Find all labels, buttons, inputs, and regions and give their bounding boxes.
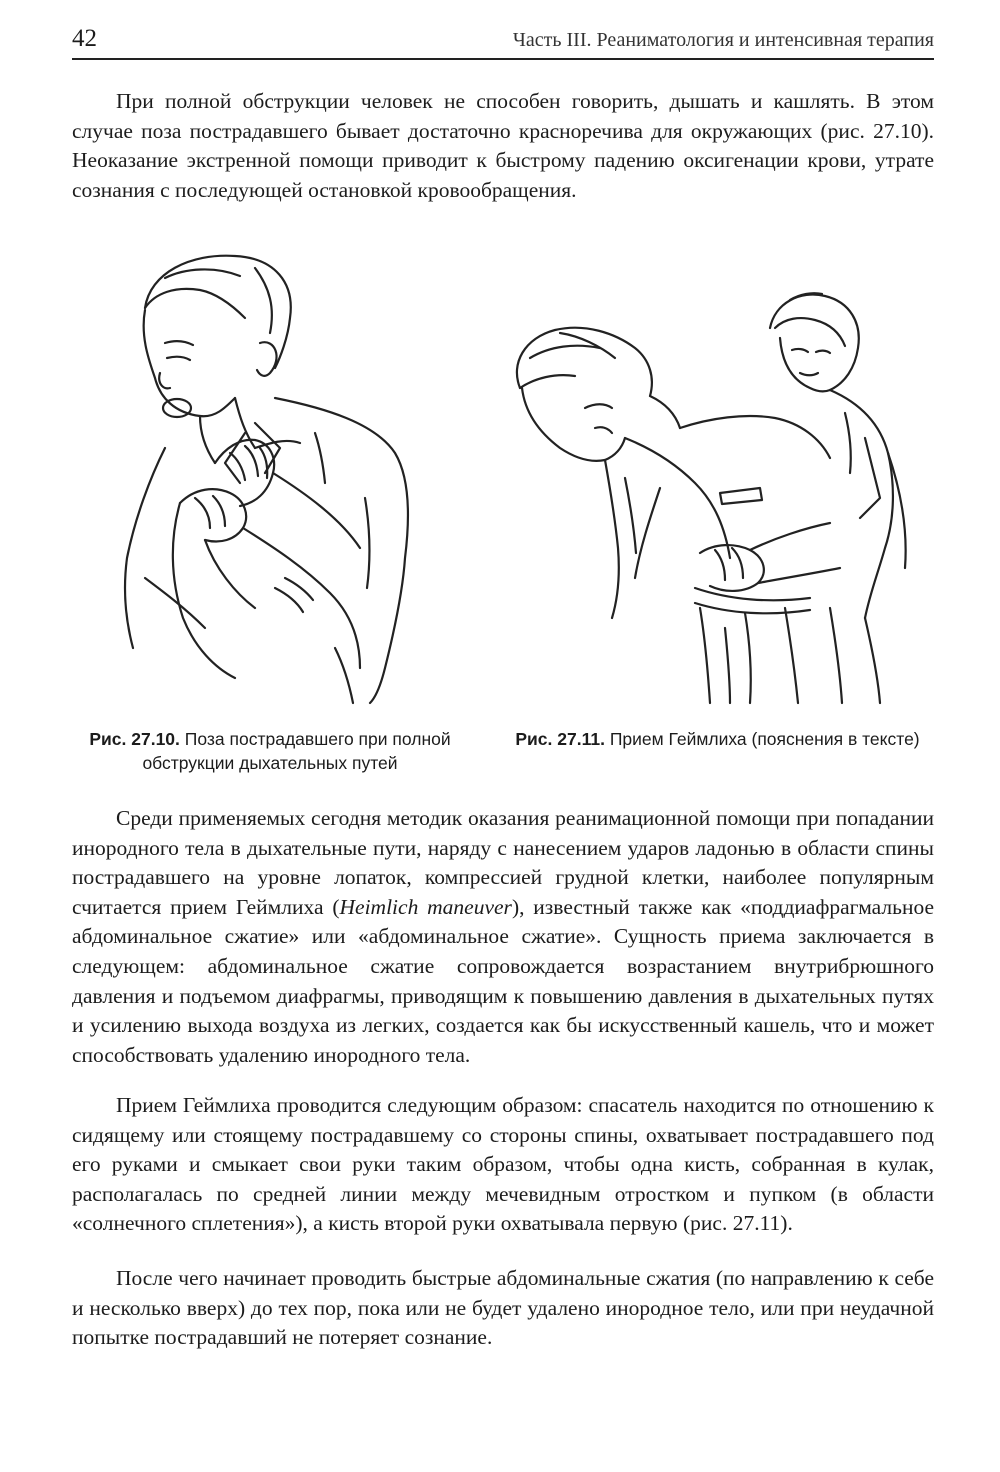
caption-label: Рис. 27.10.: [89, 729, 180, 749]
caption-text: Прием Геймлиха (пояснения в тексте): [609, 729, 920, 749]
figure-heimlich-illustration: [500, 288, 920, 708]
paragraph-heimlich-procedure: Прием Геймлиха проводится следующим образом: спасатель находится по отношению к сидящему или стоящему пострадавшему со стороны спины, охватывает пострадавшего под его руками и смыкает свои руки таким образом, чтобы одна кисть, собранная в кулак, располагалась по средней линии между мечевидным отростком и пупком (в области «солнечного сплетения»), а кисть второй руки охватывала первую (рис. 27.11).: [72, 1093, 934, 1236]
caption-label: Рис. 27.11.: [515, 729, 605, 749]
term-heimlich-maneuver: Heimlich maneuver: [339, 894, 512, 919]
figure-caption-27-10: [60, 727, 480, 775]
paragraph-abdominal-thrusts: После чего начинает проводить быстрые абдоминальные сжатия (по направлению к себе и несколько вверх) до тех пор, пока или не будет удалено инородное тело, или при неудачной попытке пострадавший не потеряет сознание.: [72, 1266, 934, 1350]
figure-choking-illustration: [105, 248, 445, 708]
paragraph-text: Среди применяемых сегодня методик оказания реанимационной помощи при попадании инородного тела в дыхательные пути, наряду с нанесением ударов ладонью в области спины пострадавшего на уровне лопаток, компрессией грудной клетки, наиболее популярным считается прием Геймлиха (: [72, 806, 934, 919]
paragraph-text: ), известный также как «поддиафрагмальное абдоминальное сжатие» или «абдоминальное сжатие». Сущность приема заключается в следующем: абдоминальное сжатие сопровождается возрастанием внутрибрюшного давления и подъемом диафрагмы, приводящим к повышению давления в дыхательных путях и усилению выхода воздуха из легких, создается как бы искусственный кашель, что и может способствовать удалению инородного тела.: [72, 894, 935, 1067]
paragraph-obstruction: При полной обструкции человек не способен говорить, дышать и кашлять. В этом случае поза пострадавшего бывает достаточно красноречива для окружающих (рис. 27.10). Неоказание экстренной помощи приводит к быстрому падению оксигенации крови, утрате сознания с последующей остановкой кровообращения.: [72, 89, 934, 202]
figure-caption-27-11: [505, 727, 930, 751]
page-header: [72, 24, 934, 60]
paragraph-heimlich-methods: [72, 804, 934, 1070]
page-number: 42: [72, 25, 97, 52]
caption-text: Поза пострадавшего при полной обструкции дыхательных путей: [142, 729, 451, 773]
running-title: Часть III. Реаниматология и интенсивная терапия: [512, 29, 934, 51]
